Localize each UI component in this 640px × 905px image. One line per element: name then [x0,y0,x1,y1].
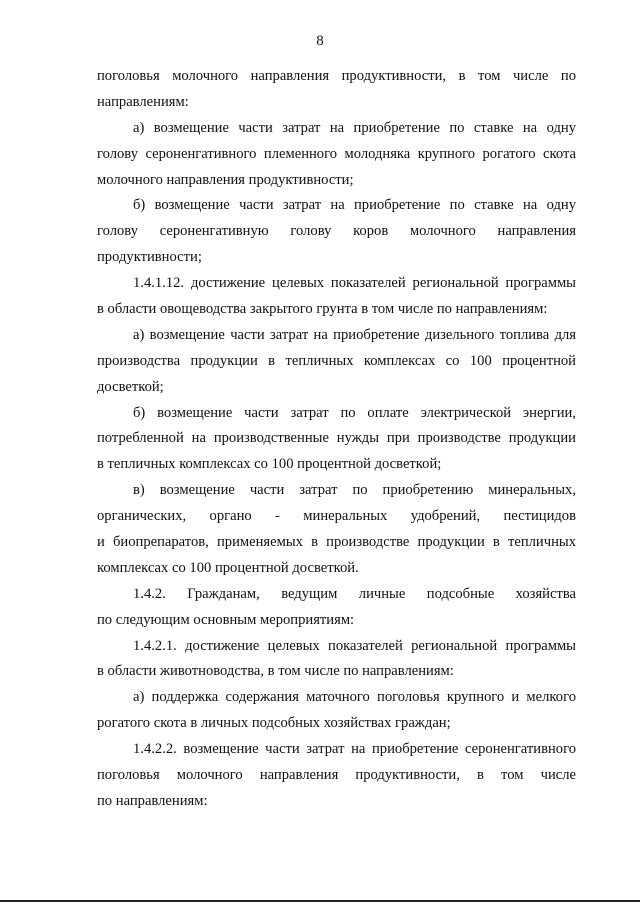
text-line: а) поддержка содержания маточного поголовья крупного и мелкого [133,689,576,706]
text-line: 1.4.2.2. возмещение части затрат на приобретение сероненгативного [133,741,576,758]
text-line: поголовья молочного направления продуктивности, в том числе [97,767,576,784]
text-line: голову сероненгативную голову коров молочного направления [97,223,576,240]
text-line: поголовья молочного направления продуктивности, в том числе по [97,68,576,84]
text-line: органических, органо - минеральных удобрений, пестицидов [97,508,576,525]
page-number: 8 [316,33,324,49]
text-line: продуктивности; [97,249,202,266]
text-line: 1.4.2.1. достижение целевых показателей региональной программы [133,637,576,654]
text-line: и биопрепаратов, применяемых в производстве продукции в тепличных [97,534,576,551]
text-line: б) возмещение части затрат на приобретение по ставке на одну [133,197,576,214]
text-line: молочного направления продуктивности; [97,171,354,188]
text-line: в) возмещение части затрат по приобретению минеральных, [133,482,576,499]
text-line: а) возмещение части затрат на приобретение дизельного топлива для [133,326,576,343]
text-line: по направлениям: [97,792,208,809]
text-line: голову сероненгативного племенного молодняка крупного рогатого скота [97,145,576,162]
text-line: производства продукции в тепличных комплексах со 100 процентной [97,352,576,369]
text-line: б) возмещение части затрат по оплате электрической энергии, [133,404,576,421]
text-line: в области животноводства, в том числе по направлениям: [97,663,454,680]
text-line: в тепличных комплексах со 100 процентной досветкой; [97,456,442,473]
text-line: по следующим основным мероприятиям: [97,611,355,628]
text-line: рогатого скота в личных подсобных хозяйствах граждан; [97,715,451,732]
text-line: 1.4.2. Гражданам, ведущим личные подсобные хозяйства [133,585,576,602]
text-line: направлениям: [97,93,189,110]
text-line: потребленной на производственные нужды при производстве продукции [97,430,576,447]
document-body [97,64,576,815]
text-line: досветкой; [97,378,164,395]
bottom-rule [0,900,640,902]
text-line: 1.4.1.12. достижение целевых показателей региональной программы [133,275,576,292]
text-line: комплексах со 100 процентной досветкой. [97,559,359,576]
text-line: в области овощеводства закрытого грунта в том числе по направлениям: [97,301,548,318]
text-line: а) возмещение части затрат на приобретение по ставке на одну [133,119,576,136]
